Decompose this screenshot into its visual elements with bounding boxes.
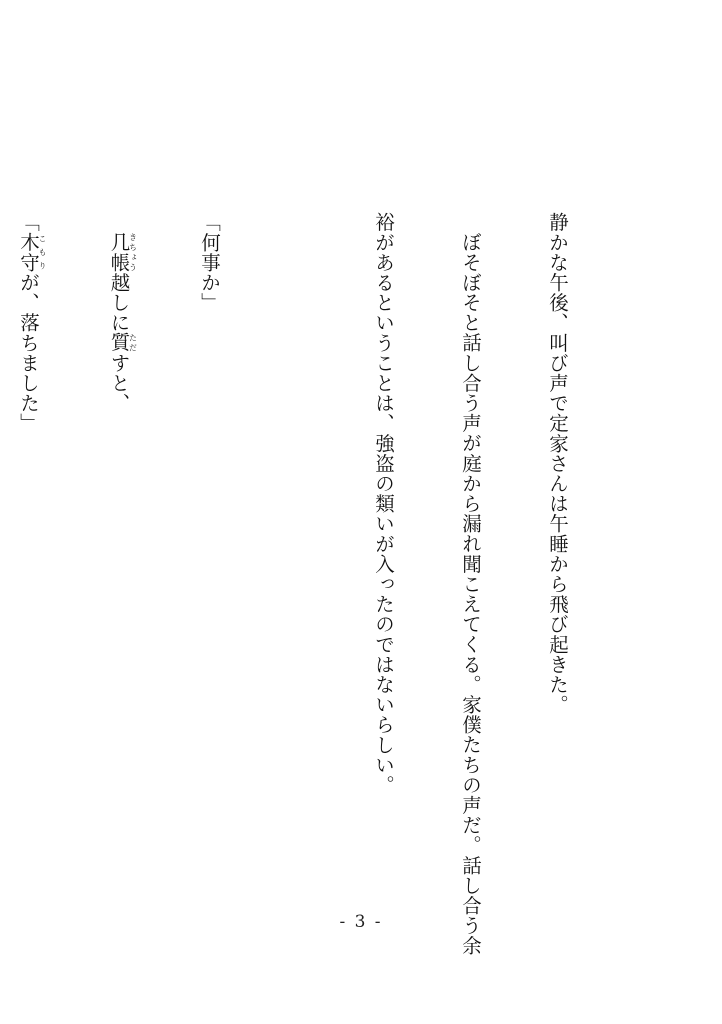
text-line: 裕があるということは、強盗の類いが入ったのではないらしい。	[372, 212, 395, 795]
ruby-word: 質ただ	[107, 332, 138, 353]
text-line: ぼそぼそと話し合う声が庭から漏れ聞こえてくる。家僕たちの声だ。話し合う余	[459, 231, 482, 956]
vertical-text-body	[0, 212, 630, 956]
page-number: - 3 -	[339, 912, 383, 932]
ruby-word: 几帳きちょう	[107, 231, 138, 272]
text-line: 静かな午後、叫び声で定家さんは午睡から飛び起きた。	[546, 212, 569, 715]
ruby-word: 木守こもり	[17, 232, 47, 273]
text-line-ruby: 几帳きちょう越しに質ただすと、	[107, 231, 138, 413]
blank-line	[282, 212, 311, 213]
text-line: 「何事か」	[198, 212, 221, 313]
text-line-ruby: 「木守こもりが、落ちました」	[17, 212, 47, 434]
